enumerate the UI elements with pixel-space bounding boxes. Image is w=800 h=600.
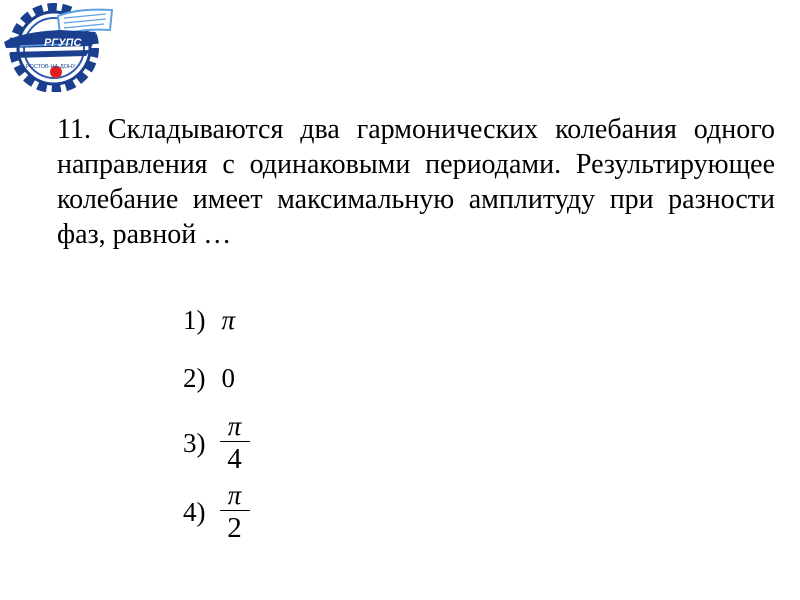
answer-number: 1) bbox=[183, 305, 206, 335]
fraction-denominator: 4 bbox=[227, 443, 242, 475]
fraction-numerator: π bbox=[227, 480, 242, 510]
fraction bbox=[220, 480, 250, 545]
answer-value: 0 bbox=[221, 363, 235, 393]
answer-value: π bbox=[221, 305, 236, 335]
answer-number: 2) bbox=[183, 363, 206, 393]
rgups-logo bbox=[0, 0, 118, 92]
answer-option-1[interactable] bbox=[183, 305, 235, 336]
answer-option-2[interactable] bbox=[183, 363, 235, 394]
logo-ring-text: РОСТОВ-НА-ДОНУ bbox=[26, 64, 76, 70]
answer-option-3[interactable] bbox=[183, 411, 250, 476]
logo-text: РГУПС bbox=[44, 37, 82, 49]
fraction-numerator: π bbox=[227, 411, 242, 441]
fraction-denominator: 2 bbox=[227, 512, 242, 544]
answer-option-4[interactable] bbox=[183, 480, 250, 545]
question-text: 11. Складываются два гармонических колебания одного направления с одинаковыми периодами. Результирующее колебание имеет максимальную амплитуду при разности фаз, равной … bbox=[57, 114, 775, 250]
answer-number: 4) bbox=[183, 497, 206, 527]
fraction bbox=[220, 411, 250, 476]
answer-number: 3) bbox=[183, 428, 206, 458]
